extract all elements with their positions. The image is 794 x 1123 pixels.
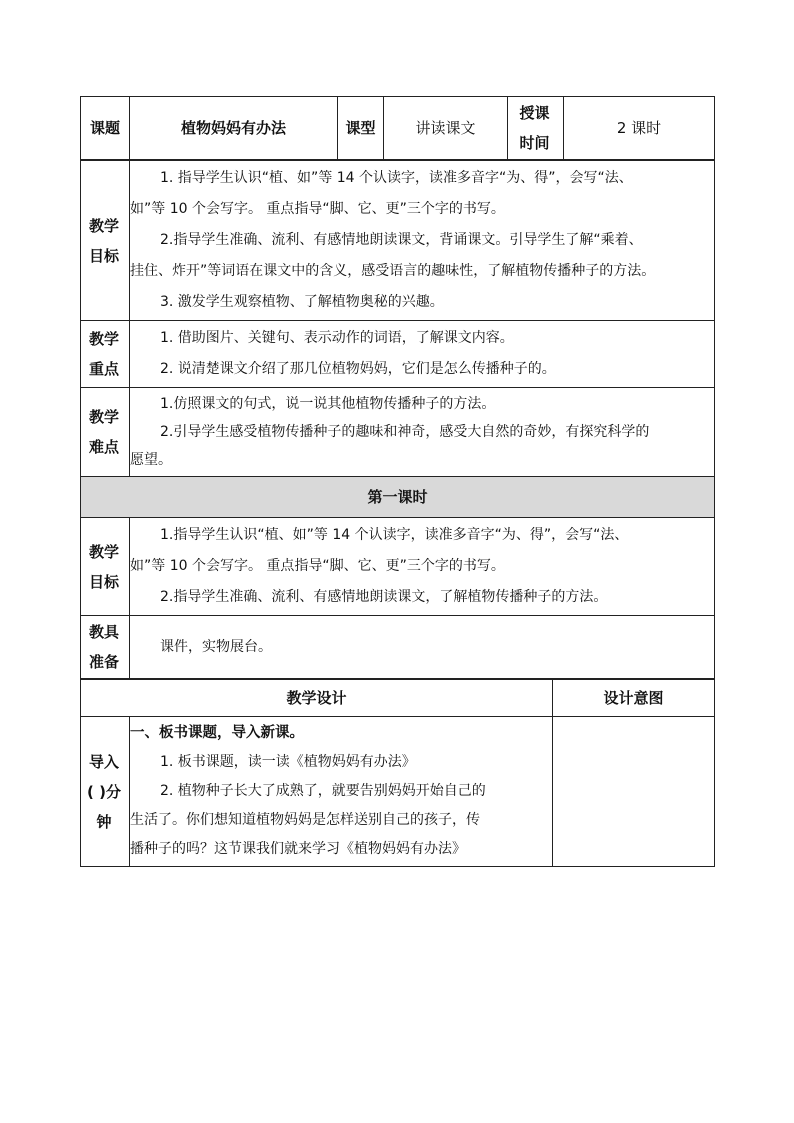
lesson1-goals-label-line-2: 目标 [88,572,119,591]
difficulties-label [81,388,130,477]
difficulties-line: 愿望。 [130,452,172,468]
difficulties-line: 1.仿照课文的句式，说一说其他植物传播种子的方法。 [160,396,496,412]
difficulties-label-line-2: 难点 [88,438,119,456]
time-label-line-2: 时间 [519,134,550,152]
tools-label [81,616,130,679]
difficulties-line: 2.引导学生感受植物传播种子的趣味和神奇，感受大自然的奇妙，有探究科学的 [160,424,650,440]
design-header: 教学设计 [81,680,553,717]
intro-intent [553,717,715,867]
header-table [80,96,715,160]
difficulties-label-line-1: 教学 [88,408,119,426]
intro-line: 1. 板书课题，读一读《植物妈妈有办法》 [160,754,416,770]
intro-label [81,717,130,867]
goals-line: 如”等 10 个会写字。 重点指导“脚、它、更”三个字的书写。 [130,201,505,217]
intro-title: 一、板书课题，导入新课。 [130,725,304,741]
lesson1-goals-label-line-1: 教学 [88,542,119,561]
goals-line: 1. 指导学生认识“植、如”等 14 个认读字，读准多音字“为、得”，会写“法、 [160,170,633,186]
goals-line: 挂住、炸开”等词语在课文中的含义，感受语言的趣味性，了解植物传播种子的方法。 [130,263,656,279]
lesson1-goals-line: 如”等 10 个会写字。 重点指导“脚、它、更”三个字的书写。 [130,558,505,574]
tools-content [130,616,715,679]
lesson-plan-sheet [80,96,714,867]
goals-line: 3. 激发学生观察植物、了解植物奥秘的兴趣。 [160,294,444,310]
intro-line: 生活了。你们想知道植物妈妈是怎样送别自己的孩子，传 [130,812,480,828]
lesson1-goals-content [130,518,715,616]
intro-label-line-2: ( )分 [87,782,121,801]
lesson1-goals-label [81,518,130,616]
goals-content [130,161,715,321]
key-points-content [130,321,715,388]
type-label: 课型 [338,97,384,160]
key-points-label [81,321,130,388]
time-label [508,97,564,160]
key-points-label-line-1: 教学 [88,330,119,348]
goals-label [81,161,130,321]
goals-label-line-1: 教学 [88,216,119,235]
time-label-line-1: 授课 [519,104,550,122]
topic-label: 课题 [81,97,130,160]
time-value: 2 课时 [564,97,715,160]
intro-line: 播种子的吗？这节课我们就来学习《植物妈妈有办法》 [130,841,466,857]
difficulties-content [130,388,715,477]
tools-label-line-1: 教具 [88,623,119,641]
key-points-label-line-2: 重点 [88,360,119,378]
tools-text: 课件，实物展台。 [160,638,272,655]
design-table [80,679,715,867]
intro-label-line-3: 钟 [96,812,112,831]
intro-label-line-1: 导入 [88,752,119,771]
type-value: 讲读课文 [384,97,508,160]
tools-label-line-2: 准备 [88,653,119,671]
objectives-table [80,160,715,679]
intent-header: 设计意图 [553,680,715,717]
section-title: 第一课时 [81,477,715,518]
intro-content [130,717,553,867]
goals-label-line-2: 目标 [88,246,119,265]
key-points-line: 2. 说清楚课文介绍了那几位植物妈妈，它们是怎么传播种子的。 [160,361,556,377]
lesson1-goals-line: 2.指导学生准确、流利、有感情地朗读课文，了解植物传播种子的方法。 [160,589,608,605]
intro-line: 2. 植物种子长大了成熟了，就要告别妈妈开始自己的 [160,783,486,799]
lesson1-goals-line: 1.指导学生认识“植、如”等 14 个认读字，读准多音字“为、得”，会写“法、 [160,527,629,543]
goals-line: 2.指导学生准确、流利、有感情地朗读课文，背诵课文。引导学生了解“乘着、 [160,232,643,248]
topic-value: 植物妈妈有办法 [130,97,338,160]
key-points-line: 1. 借助图片、关键句、表示动作的词语，了解课文内容。 [160,330,514,346]
